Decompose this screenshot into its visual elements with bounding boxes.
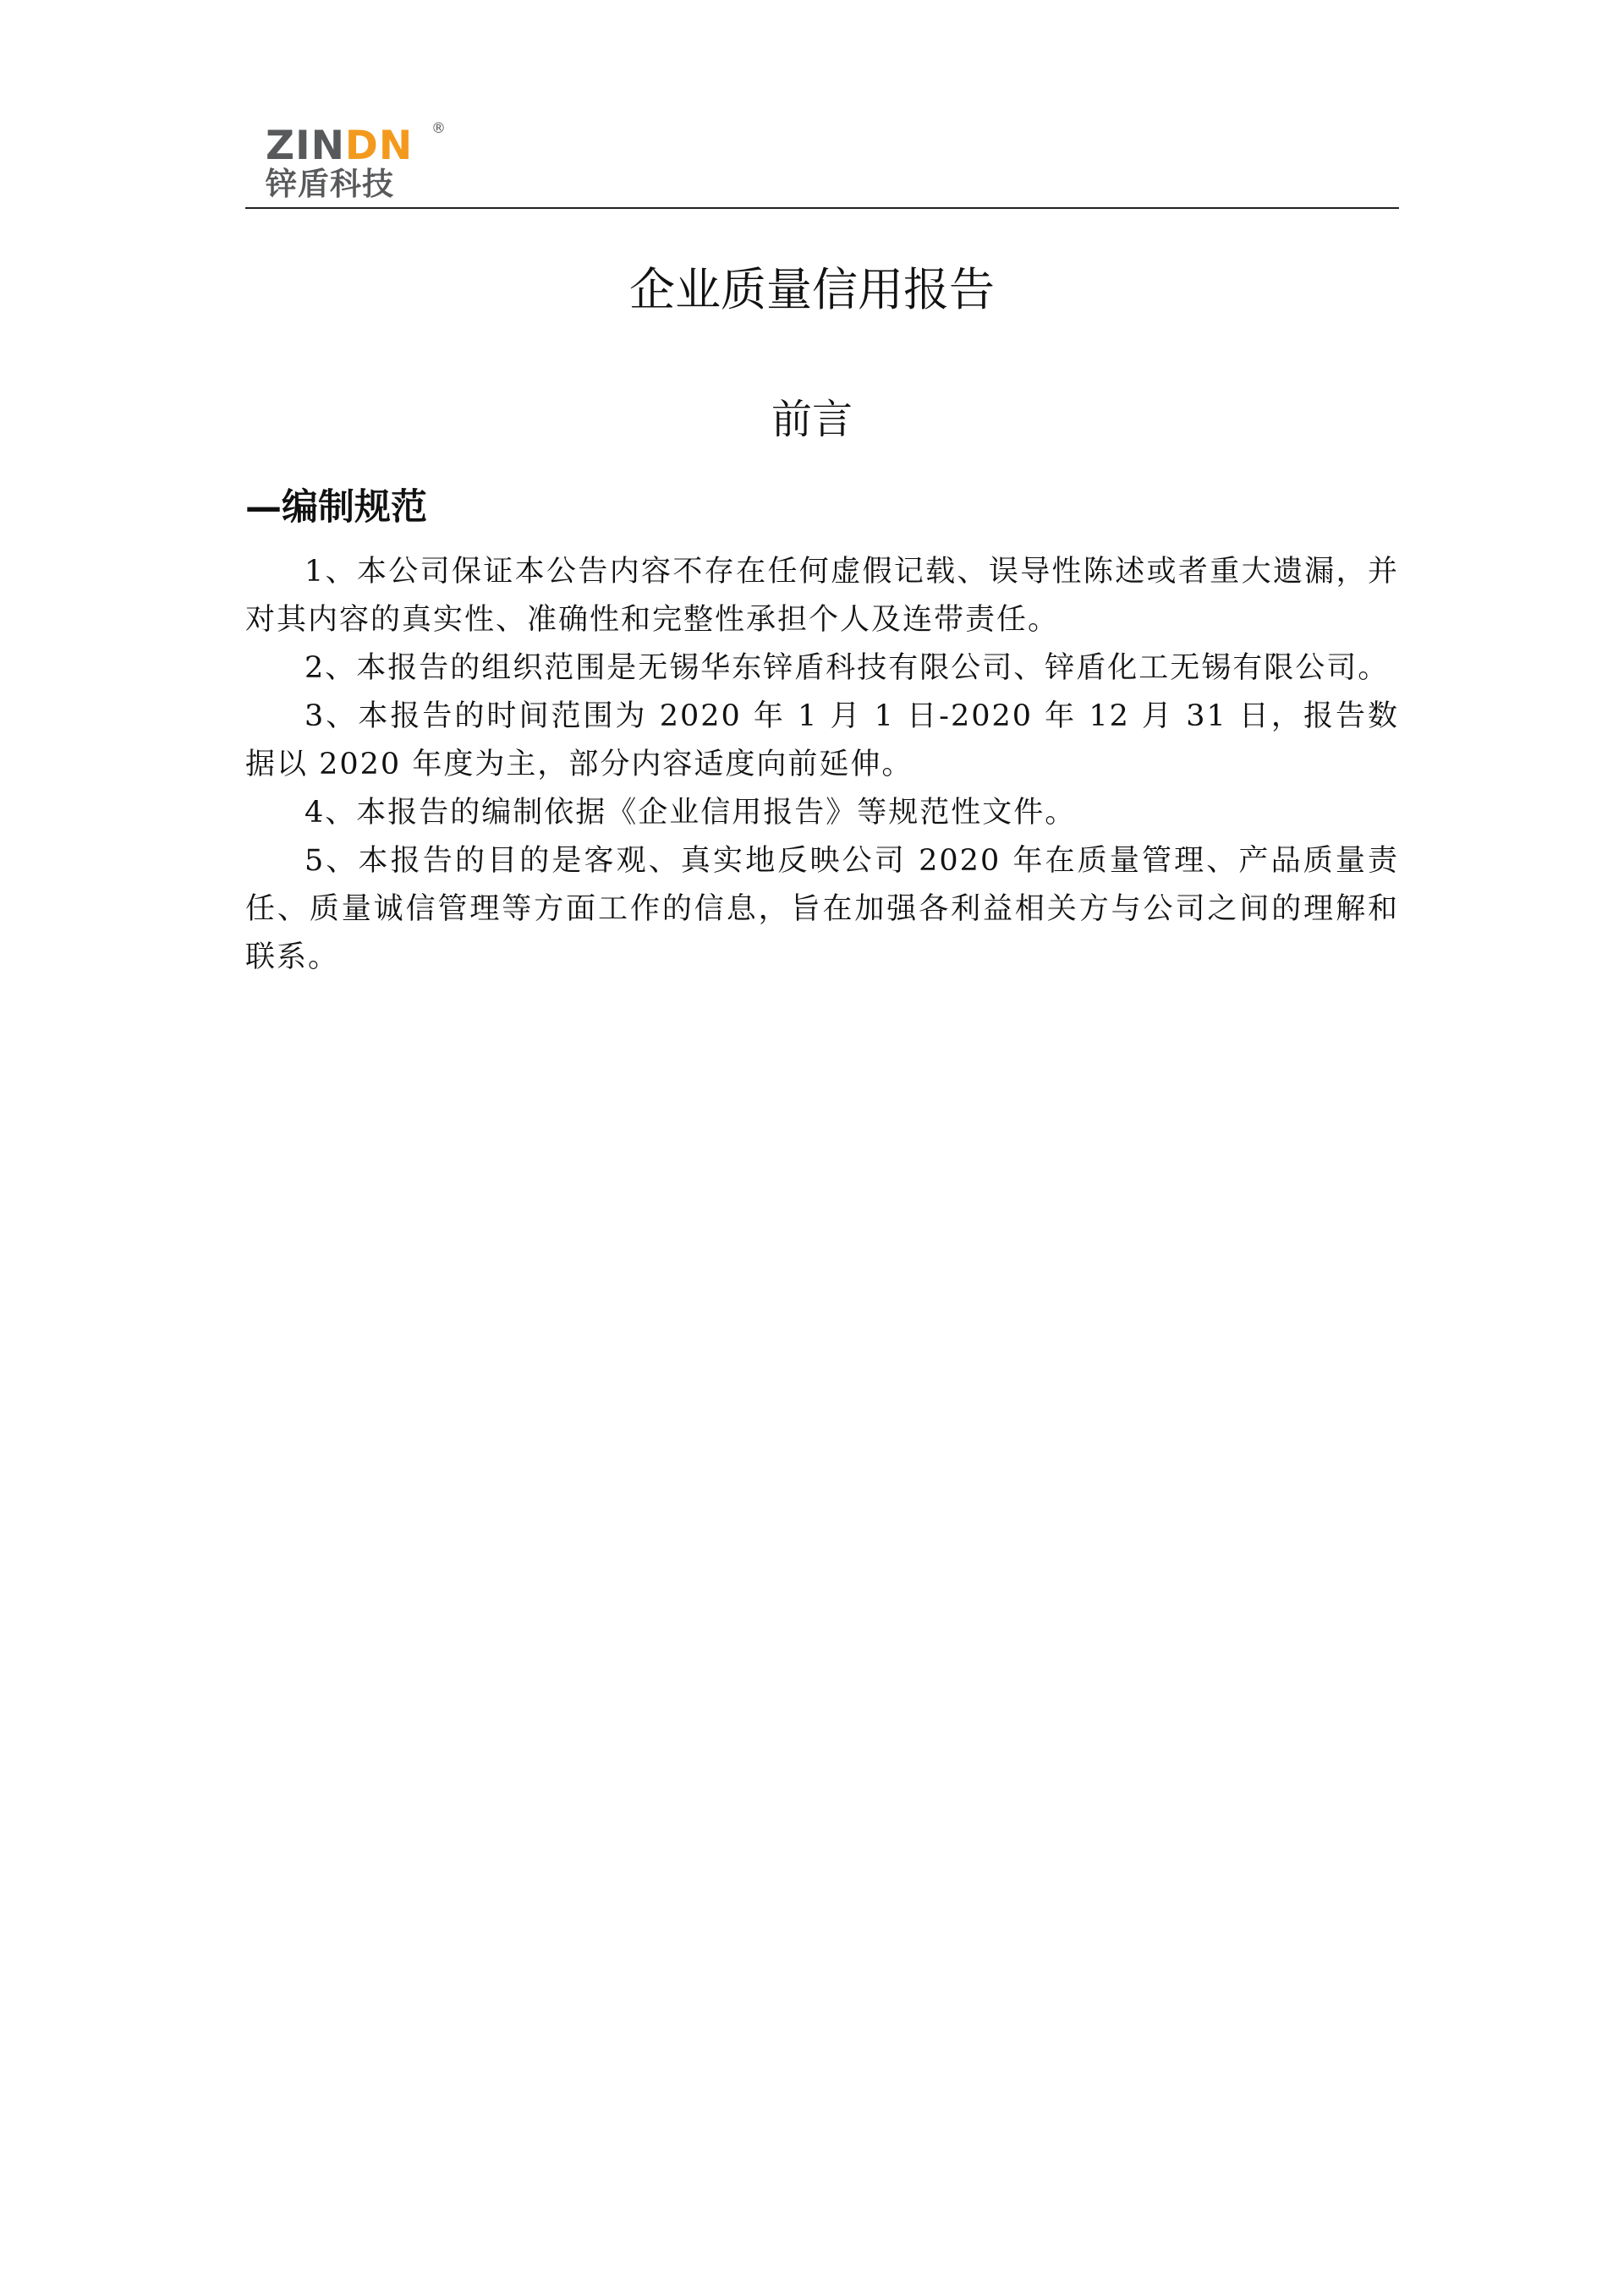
section-title: 前言: [771, 396, 853, 443]
header-divider: [245, 207, 1399, 209]
paragraph-3: 3、本报告的时间范围为 2020 年 1 月 1 日-2020 年 12 月 31 日，报告数据以 2020 年度为主，部分内容适度向前延伸。: [245, 699, 1399, 781]
paragraph-2: 2、本报告的组织范围是无锡华东锌盾科技有限公司、锌盾化工无锡有限公司。: [304, 651, 1390, 685]
paragraph-1: 1、本公司保证本公告内容不存在任何虚假记载、误导性陈述或者重大遗漏，并对其内容的真实性、准确性和完整性承担个人及连带责任。: [245, 555, 1399, 637]
paragraph-4: 4、本报告的编制依据《企业信用报告》等规范性文件。: [304, 796, 1077, 830]
logo-chinese-name: 锌盾科技: [266, 166, 394, 202]
logo-wordmark: [266, 125, 413, 167]
company-logo: [266, 120, 460, 202]
registered-mark: ®: [431, 120, 446, 137]
subsection-title: —编制规范: [245, 486, 427, 529]
paragraph-5: 5、本报告的目的是客观、真实地反映公司 2020 年在质量管理、产品质量责任、质量诚信管理等方面工作的信息，旨在加强各利益相关方与公司之间的理解和联系。: [245, 844, 1399, 974]
logo-wordmark-grey: ZIN: [266, 123, 345, 169]
document-body: [245, 548, 1399, 982]
page-header: [245, 117, 1399, 210]
logo-wordmark-orange: DN: [344, 123, 414, 169]
document-title: 企业质量信用报告: [629, 263, 995, 316]
